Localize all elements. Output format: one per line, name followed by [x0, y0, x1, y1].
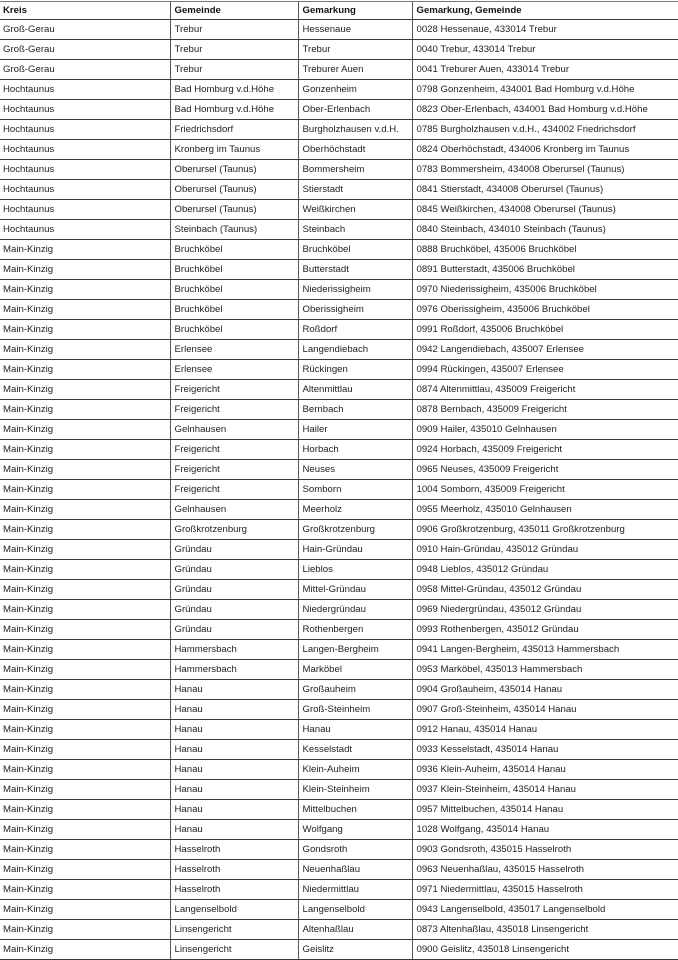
cell-kreis: Main-Kinzig	[0, 500, 170, 520]
cell-gemarkung-gemeinde: 0994 Rückingen, 435007 Erlensee	[412, 360, 678, 380]
cell-gemarkung-gemeinde: 0907 Groß-Steinheim, 435014 Hanau	[412, 700, 678, 720]
cell-gemarkung-gemeinde: 0924 Horbach, 435009 Freigericht	[412, 440, 678, 460]
cell-gemeinde: Oberursel (Taunus)	[170, 160, 298, 180]
cell-kreis: Main-Kinzig	[0, 440, 170, 460]
table-row	[0, 880, 678, 900]
cell-gemeinde: Linsengericht	[170, 940, 298, 960]
cell-gemarkung: Lieblos	[298, 560, 412, 580]
header-gemarkung: Gemarkung	[298, 2, 412, 20]
cell-kreis: Groß-Gerau	[0, 20, 170, 40]
cell-gemeinde: Bruchköbel	[170, 300, 298, 320]
header-gemarkung-gemeinde: Gemarkung, Gemeinde	[412, 2, 678, 20]
table-row	[0, 780, 678, 800]
cell-gemeinde: Bruchköbel	[170, 240, 298, 260]
table-row	[0, 80, 678, 100]
cell-kreis: Main-Kinzig	[0, 780, 170, 800]
cell-gemeinde: Hasselroth	[170, 840, 298, 860]
cell-gemarkung: Rothenbergen	[298, 620, 412, 640]
cell-kreis: Main-Kinzig	[0, 600, 170, 620]
cell-kreis: Main-Kinzig	[0, 540, 170, 560]
cell-gemarkung: Wolfgang	[298, 820, 412, 840]
cell-gemarkung-gemeinde: 0936 Klein-Auheim, 435014 Hanau	[412, 760, 678, 780]
cell-kreis: Main-Kinzig	[0, 820, 170, 840]
cell-gemarkung: Klein-Steinheim	[298, 780, 412, 800]
table-row	[0, 60, 678, 80]
table-row	[0, 420, 678, 440]
table-row	[0, 900, 678, 920]
cell-gemarkung: Niedergründau	[298, 600, 412, 620]
cell-gemarkung: Oberhöchstadt	[298, 140, 412, 160]
table-row	[0, 600, 678, 620]
cell-gemarkung: Ober-Erlenbach	[298, 100, 412, 120]
table-row	[0, 380, 678, 400]
cell-gemeinde: Bad Homburg v.d.Höhe	[170, 80, 298, 100]
table-row	[0, 540, 678, 560]
cell-kreis: Main-Kinzig	[0, 880, 170, 900]
cell-gemarkung: Hain-Gründau	[298, 540, 412, 560]
cell-kreis: Main-Kinzig	[0, 740, 170, 760]
cell-gemarkung: Bernbach	[298, 400, 412, 420]
table-row	[0, 100, 678, 120]
cell-gemeinde: Hanau	[170, 680, 298, 700]
cell-gemarkung-gemeinde: 0888 Bruchköbel, 435006 Bruchköbel	[412, 240, 678, 260]
cell-gemarkung: Altenhaßlau	[298, 920, 412, 940]
cell-gemeinde: Oberursel (Taunus)	[170, 200, 298, 220]
table-row	[0, 840, 678, 860]
table-row	[0, 760, 678, 780]
cell-gemarkung-gemeinde: 0845 Weißkirchen, 434008 Oberursel (Taunus)	[412, 200, 678, 220]
cell-gemeinde: Hanau	[170, 760, 298, 780]
cell-gemeinde: Gründau	[170, 620, 298, 640]
cell-gemarkung: Bommersheim	[298, 160, 412, 180]
cell-gemeinde: Hasselroth	[170, 880, 298, 900]
table-row	[0, 400, 678, 420]
cell-gemarkung-gemeinde: 0878 Bernbach, 435009 Freigericht	[412, 400, 678, 420]
cell-gemarkung-gemeinde: 0874 Altenmittlau, 435009 Freigericht	[412, 380, 678, 400]
table-row	[0, 620, 678, 640]
cell-gemeinde: Gründau	[170, 580, 298, 600]
cell-kreis: Main-Kinzig	[0, 280, 170, 300]
table-row	[0, 440, 678, 460]
cell-gemarkung-gemeinde: 0969 Niedergründau, 435012 Gründau	[412, 600, 678, 620]
table-row	[0, 460, 678, 480]
cell-gemarkung: Treburer Auen	[298, 60, 412, 80]
cell-gemarkung-gemeinde: 0957 Mittelbuchen, 435014 Hanau	[412, 800, 678, 820]
cell-kreis: Hochtaunus	[0, 220, 170, 240]
cell-gemarkung: Groß-Steinheim	[298, 700, 412, 720]
cell-gemeinde: Friedrichsdorf	[170, 120, 298, 140]
cell-gemarkung-gemeinde: 0041 Treburer Auen, 433014 Trebur	[412, 60, 678, 80]
cell-gemarkung: Hessenaue	[298, 20, 412, 40]
cell-gemarkung: Marköbel	[298, 660, 412, 680]
cell-gemarkung: Langendiebach	[298, 340, 412, 360]
cell-gemarkung-gemeinde: 0040 Trebur, 433014 Trebur	[412, 40, 678, 60]
table-header-row	[0, 2, 678, 20]
cell-kreis: Main-Kinzig	[0, 480, 170, 500]
cell-gemarkung-gemeinde: 0943 Langenselbold, 435017 Langenselbold	[412, 900, 678, 920]
cell-gemeinde: Freigericht	[170, 400, 298, 420]
cell-gemarkung: Mittel-Gründau	[298, 580, 412, 600]
cell-kreis: Main-Kinzig	[0, 840, 170, 860]
cell-gemeinde: Oberursel (Taunus)	[170, 180, 298, 200]
cell-gemarkung-gemeinde: 0873 Altenhaßlau, 435018 Linsengericht	[412, 920, 678, 940]
table-row	[0, 680, 678, 700]
table-body	[0, 20, 678, 960]
cell-kreis: Hochtaunus	[0, 140, 170, 160]
cell-gemarkung-gemeinde: 0783 Bommersheim, 434008 Oberursel (Taunus)	[412, 160, 678, 180]
cell-gemarkung: Langenselbold	[298, 900, 412, 920]
cell-gemarkung-gemeinde: 0971 Niedermittlau, 435015 Hasselroth	[412, 880, 678, 900]
cell-gemarkung-gemeinde: 0909 Hailer, 435010 Gelnhausen	[412, 420, 678, 440]
cell-gemarkung-gemeinde: 0991 Roßdorf, 435006 Bruchköbel	[412, 320, 678, 340]
table-row	[0, 340, 678, 360]
cell-gemarkung: Neuenhaßlau	[298, 860, 412, 880]
cell-gemarkung-gemeinde: 1028 Wolfgang, 435014 Hanau	[412, 820, 678, 840]
cell-kreis: Main-Kinzig	[0, 920, 170, 940]
cell-gemarkung-gemeinde: 0028 Hessenaue, 433014 Trebur	[412, 20, 678, 40]
cell-kreis: Main-Kinzig	[0, 300, 170, 320]
cell-gemeinde: Großkrotzenburg	[170, 520, 298, 540]
cell-gemeinde: Hanau	[170, 820, 298, 840]
cell-gemarkung-gemeinde: 0900 Geislitz, 435018 Linsengericht	[412, 940, 678, 960]
cell-gemarkung: Gonzenheim	[298, 80, 412, 100]
cell-gemarkung-gemeinde: 0941 Langen-Bergheim, 435013 Hammersbach	[412, 640, 678, 660]
table-row	[0, 720, 678, 740]
cell-gemeinde: Erlensee	[170, 360, 298, 380]
cell-gemarkung: Butterstadt	[298, 260, 412, 280]
cell-gemarkung-gemeinde: 0965 Neuses, 435009 Freigericht	[412, 460, 678, 480]
cell-gemarkung-gemeinde: 0910 Hain-Gründau, 435012 Gründau	[412, 540, 678, 560]
cell-kreis: Main-Kinzig	[0, 620, 170, 640]
table-row	[0, 560, 678, 580]
table-row	[0, 20, 678, 40]
cell-gemarkung: Kesselstadt	[298, 740, 412, 760]
cell-gemeinde: Kronberg im Taunus	[170, 140, 298, 160]
cell-gemarkung-gemeinde: 0937 Klein-Steinheim, 435014 Hanau	[412, 780, 678, 800]
cell-gemeinde: Trebur	[170, 20, 298, 40]
cell-kreis: Main-Kinzig	[0, 520, 170, 540]
cell-gemarkung: Altenmittlau	[298, 380, 412, 400]
cell-kreis: Main-Kinzig	[0, 940, 170, 960]
table-row	[0, 180, 678, 200]
table-row	[0, 480, 678, 500]
table-row	[0, 40, 678, 60]
cell-kreis: Main-Kinzig	[0, 320, 170, 340]
cell-gemarkung: Burgholzhausen v.d.H.	[298, 120, 412, 140]
cell-gemeinde: Hanau	[170, 780, 298, 800]
cell-kreis: Hochtaunus	[0, 180, 170, 200]
table-row	[0, 280, 678, 300]
cell-kreis: Main-Kinzig	[0, 900, 170, 920]
cell-kreis: Main-Kinzig	[0, 720, 170, 740]
cell-gemeinde: Hanau	[170, 800, 298, 820]
cell-gemarkung-gemeinde: 0903 Gondsroth, 435015 Hasselroth	[412, 840, 678, 860]
cell-gemarkung-gemeinde: 0841 Stierstadt, 434008 Oberursel (Taunus)	[412, 180, 678, 200]
cell-gemarkung-gemeinde: 0912 Hanau, 435014 Hanau	[412, 720, 678, 740]
cell-gemarkung-gemeinde: 0904 Großauheim, 435014 Hanau	[412, 680, 678, 700]
cell-gemeinde: Erlensee	[170, 340, 298, 360]
cell-gemarkung-gemeinde: 0823 Ober-Erlenbach, 434001 Bad Homburg v.d.Höhe	[412, 100, 678, 120]
cell-gemarkung-gemeinde: 0955 Meerholz, 435010 Gelnhausen	[412, 500, 678, 520]
table-row	[0, 820, 678, 840]
table-row	[0, 580, 678, 600]
cell-gemarkung-gemeinde: 0798 Gonzenheim, 434001 Bad Homburg v.d.Höhe	[412, 80, 678, 100]
cell-gemarkung-gemeinde: 0976 Oberissigheim, 435006 Bruchköbel	[412, 300, 678, 320]
cell-gemeinde: Freigericht	[170, 460, 298, 480]
cell-gemarkung-gemeinde: 0933 Kesselstadt, 435014 Hanau	[412, 740, 678, 760]
cell-gemeinde: Steinbach (Taunus)	[170, 220, 298, 240]
cell-kreis: Hochtaunus	[0, 120, 170, 140]
cell-gemarkung: Bruchköbel	[298, 240, 412, 260]
cell-gemarkung: Niederissigheim	[298, 280, 412, 300]
cell-gemarkung: Hanau	[298, 720, 412, 740]
cell-kreis: Main-Kinzig	[0, 340, 170, 360]
table-row	[0, 700, 678, 720]
cell-gemarkung: Geislitz	[298, 940, 412, 960]
cell-kreis: Main-Kinzig	[0, 240, 170, 260]
cell-gemarkung: Meerholz	[298, 500, 412, 520]
cell-gemeinde: Hanau	[170, 720, 298, 740]
cell-gemarkung-gemeinde: 0785 Burgholzhausen v.d.H., 434002 Friedrichsdorf	[412, 120, 678, 140]
table-row	[0, 800, 678, 820]
table-row	[0, 360, 678, 380]
cell-gemarkung: Mittelbuchen	[298, 800, 412, 820]
cell-kreis: Main-Kinzig	[0, 420, 170, 440]
table-row	[0, 660, 678, 680]
cell-gemarkung: Somborn	[298, 480, 412, 500]
cell-gemarkung-gemeinde: 0840 Steinbach, 434010 Steinbach (Taunus)	[412, 220, 678, 240]
gemarkung-table	[0, 1, 678, 960]
cell-gemarkung: Großkrotzenburg	[298, 520, 412, 540]
cell-gemarkung-gemeinde: 0993 Rothenbergen, 435012 Gründau	[412, 620, 678, 640]
cell-kreis: Main-Kinzig	[0, 560, 170, 580]
cell-gemeinde: Gründau	[170, 560, 298, 580]
cell-kreis: Groß-Gerau	[0, 60, 170, 80]
cell-gemarkung-gemeinde: 0953 Marköbel, 435013 Hammersbach	[412, 660, 678, 680]
table-row	[0, 240, 678, 260]
cell-gemarkung: Rückingen	[298, 360, 412, 380]
cell-gemeinde: Hasselroth	[170, 860, 298, 880]
cell-kreis: Main-Kinzig	[0, 640, 170, 660]
cell-kreis: Main-Kinzig	[0, 380, 170, 400]
table-row	[0, 740, 678, 760]
cell-gemarkung-gemeinde: 0891 Butterstadt, 435006 Bruchköbel	[412, 260, 678, 280]
cell-kreis: Main-Kinzig	[0, 700, 170, 720]
cell-kreis: Main-Kinzig	[0, 860, 170, 880]
table-row	[0, 920, 678, 940]
cell-gemarkung: Horbach	[298, 440, 412, 460]
cell-gemeinde: Gelnhausen	[170, 500, 298, 520]
cell-kreis: Main-Kinzig	[0, 360, 170, 380]
cell-gemeinde: Langenselbold	[170, 900, 298, 920]
cell-gemeinde: Gründau	[170, 540, 298, 560]
cell-gemarkung: Gondsroth	[298, 840, 412, 860]
cell-kreis: Main-Kinzig	[0, 260, 170, 280]
cell-gemarkung: Langen-Bergheim	[298, 640, 412, 660]
cell-kreis: Hochtaunus	[0, 200, 170, 220]
header-kreis: Kreis	[0, 2, 170, 20]
cell-gemeinde: Trebur	[170, 40, 298, 60]
cell-gemeinde: Trebur	[170, 60, 298, 80]
cell-kreis: Main-Kinzig	[0, 660, 170, 680]
cell-gemeinde: Gründau	[170, 600, 298, 620]
cell-kreis: Hochtaunus	[0, 160, 170, 180]
cell-gemeinde: Hammersbach	[170, 660, 298, 680]
cell-gemarkung: Niedermittlau	[298, 880, 412, 900]
cell-gemarkung: Weißkirchen	[298, 200, 412, 220]
cell-gemarkung: Hailer	[298, 420, 412, 440]
cell-gemarkung: Stierstadt	[298, 180, 412, 200]
cell-gemarkung-gemeinde: 0942 Langendiebach, 435007 Erlensee	[412, 340, 678, 360]
table-row	[0, 220, 678, 240]
cell-gemeinde: Bad Homburg v.d.Höhe	[170, 100, 298, 120]
cell-gemarkung: Oberissigheim	[298, 300, 412, 320]
cell-kreis: Main-Kinzig	[0, 800, 170, 820]
cell-gemeinde: Linsengericht	[170, 920, 298, 940]
table-row	[0, 140, 678, 160]
cell-gemarkung-gemeinde: 0963 Neuenhaßlau, 435015 Hasselroth	[412, 860, 678, 880]
table-row	[0, 120, 678, 140]
cell-gemeinde: Hanau	[170, 740, 298, 760]
cell-gemeinde: Freigericht	[170, 440, 298, 460]
cell-kreis: Main-Kinzig	[0, 760, 170, 780]
cell-gemeinde: Gelnhausen	[170, 420, 298, 440]
cell-gemarkung-gemeinde: 0824 Oberhöchstadt, 434006 Kronberg im Taunus	[412, 140, 678, 160]
cell-gemeinde: Hanau	[170, 700, 298, 720]
cell-kreis: Hochtaunus	[0, 100, 170, 120]
cell-kreis: Groß-Gerau	[0, 40, 170, 60]
cell-gemarkung: Neuses	[298, 460, 412, 480]
cell-gemeinde: Bruchköbel	[170, 260, 298, 280]
cell-gemarkung: Großauheim	[298, 680, 412, 700]
header-gemeinde: Gemeinde	[170, 2, 298, 20]
cell-kreis: Main-Kinzig	[0, 680, 170, 700]
cell-gemeinde: Freigericht	[170, 380, 298, 400]
table-row	[0, 520, 678, 540]
table-row	[0, 940, 678, 960]
cell-kreis: Main-Kinzig	[0, 580, 170, 600]
table-row	[0, 160, 678, 180]
cell-gemarkung: Trebur	[298, 40, 412, 60]
table-row	[0, 500, 678, 520]
cell-kreis: Main-Kinzig	[0, 460, 170, 480]
cell-kreis: Main-Kinzig	[0, 400, 170, 420]
table-row	[0, 640, 678, 660]
table-row	[0, 260, 678, 280]
cell-gemeinde: Bruchköbel	[170, 320, 298, 340]
table-row	[0, 320, 678, 340]
table-row	[0, 200, 678, 220]
table-row	[0, 300, 678, 320]
cell-gemarkung: Roßdorf	[298, 320, 412, 340]
cell-gemeinde: Hammersbach	[170, 640, 298, 660]
cell-gemeinde: Freigericht	[170, 480, 298, 500]
cell-gemarkung: Steinbach	[298, 220, 412, 240]
cell-gemarkung-gemeinde: 0958 Mittel-Gründau, 435012 Gründau	[412, 580, 678, 600]
cell-kreis: Hochtaunus	[0, 80, 170, 100]
table-row	[0, 860, 678, 880]
cell-gemeinde: Bruchköbel	[170, 280, 298, 300]
cell-gemarkung-gemeinde: 1004 Somborn, 435009 Freigericht	[412, 480, 678, 500]
cell-gemarkung: Klein-Auheim	[298, 760, 412, 780]
cell-gemarkung-gemeinde: 0970 Niederissigheim, 435006 Bruchköbel	[412, 280, 678, 300]
cell-gemarkung-gemeinde: 0948 Lieblos, 435012 Gründau	[412, 560, 678, 580]
cell-gemarkung-gemeinde: 0906 Großkrotzenburg, 435011 Großkrotzenburg	[412, 520, 678, 540]
